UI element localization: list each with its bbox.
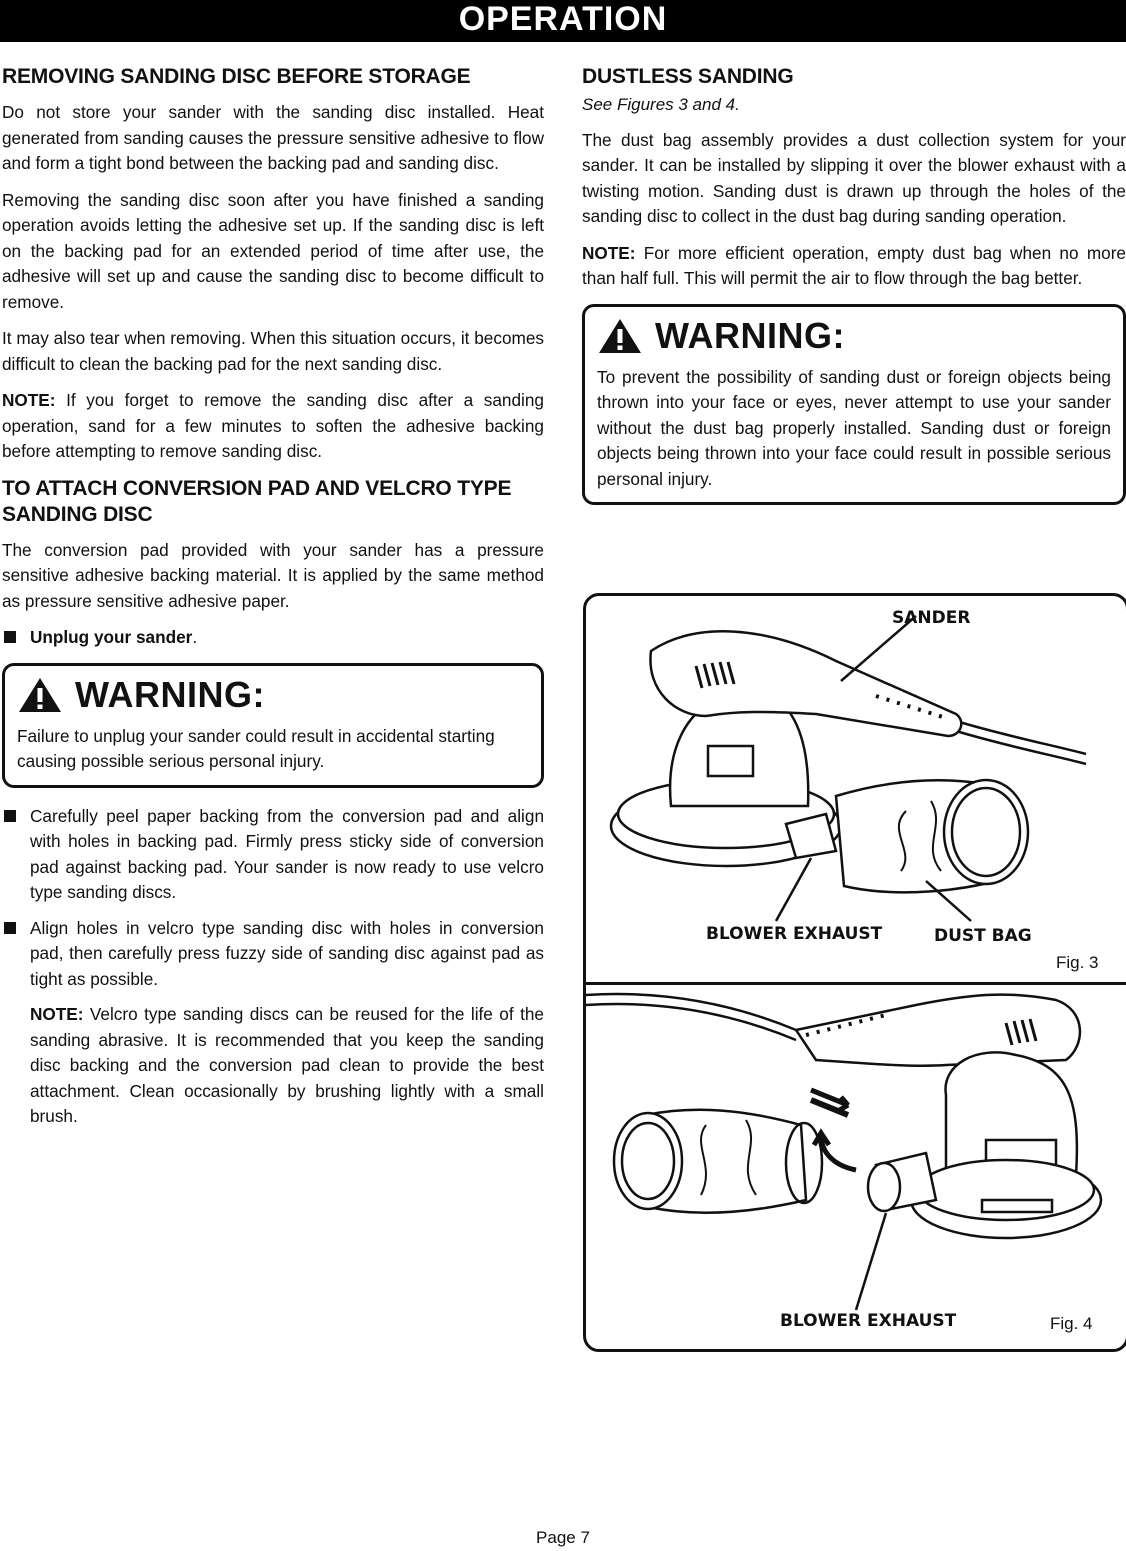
bullet-align-holes — [2, 916, 544, 993]
paragraph: Removing the sanding disc soon after you have finished a sanding operation avoids letting the adhesive set up. If the sanding disc is left on the backing pad for an extended period of time after use, the adhesive will set up and cause the sanding disc to become difficult to remove. — [2, 189, 544, 312]
paragraph: Do not store your sander with the sanding disc installed. Heat generated from sanding causes the pressure sensitive adhesive to flow and form a tight bond between the backing pad and sanding disc. — [2, 102, 544, 173]
bullet-text: Carefully peel paper backing from the conversion pad and align with holes in backing pad. Firmly press sticky side of conversion pad against backing pad. Your sander is now ready to use velcro type sanding discs. — [30, 805, 544, 902]
label-sander: SANDER — [892, 608, 971, 628]
bullet-peel-backing — [2, 804, 544, 906]
bullet-square-icon — [4, 631, 16, 643]
note-paragraph — [30, 1002, 544, 1130]
note-label: NOTE: — [30, 1004, 84, 1024]
note-paragraph — [582, 241, 1126, 292]
figure-box — [583, 593, 1126, 1352]
sander-blower-exhaust-illustration — [586, 985, 1126, 1349]
warning-text: Failure to unplug your sander could result in accidental starting causing possible serious personal injury. — [17, 725, 495, 771]
bullet-text: Align holes in velcro type sanding disc with holes in conversion pad, then carefully press fuzzy side of sanding disc against pad as tight as possible. — [30, 917, 544, 989]
page-number: Page 7 — [536, 1528, 590, 1547]
bullet-unplug — [2, 625, 544, 651]
paragraph: It may also tear when removing. When this situation occurs, it becomes difficult to clean the backing pad for the next sanding disc. — [2, 328, 544, 374]
bullet-square-icon — [4, 810, 16, 822]
label-blower-exhaust: BLOWER EXHAUST — [706, 924, 883, 944]
note-text: For more efficient operation, empty dust bag when no more than half full. This will permit the air to flow through the bag better. — [582, 242, 1126, 288]
heading-dustless-sanding: DUSTLESS SANDING — [582, 65, 794, 88]
figure-reference: See Figures 3 and 4. — [582, 95, 740, 114]
note-paragraph — [2, 388, 544, 465]
note-text: Velcro type sanding discs can be reused for the life of the sanding abrasive. It is recommended that you keep the sanding disc backing and the conversion pad clean to provide the best attachment. Clean occasionally by brushing lightly with a small brush. — [30, 1004, 544, 1126]
bullet-square-icon — [4, 922, 16, 934]
left-column — [2, 64, 544, 1141]
paragraph: The conversion pad provided with your sander has a pressure sensitive adhesive backing material. It is applied by the same method as pressure sensitive adhesive paper. — [2, 539, 544, 611]
figure-caption: Fig. 3 — [1056, 953, 1099, 972]
section-banner: OPERATION — [0, 0, 1126, 42]
warning-box-dust-bag — [582, 304, 1126, 506]
warning-title: WARNING: — [75, 673, 265, 715]
warning-triangle-icon — [597, 317, 643, 355]
figure-caption: Fig. 4 — [1050, 1314, 1093, 1333]
warning-box-unplug — [2, 663, 544, 788]
heading-removing-sanding-disc: REMOVING SANDING DISC BEFORE STORAGE — [2, 65, 471, 88]
label-dust-bag: DUST BAG — [934, 926, 1032, 946]
heading-attach-conversion-pad: TO ATTACH CONVERSION PAD AND VELCRO TYPE SANDING DISC — [2, 476, 512, 526]
note-label: NOTE: — [2, 390, 56, 410]
bullet-end: . — [192, 627, 198, 647]
label-blower-exhaust: BLOWER EXHAUST — [780, 1311, 957, 1331]
warning-text: To prevent the possibility of sanding dust or foreign objects being thrown into your face or eyes, never attempt to use your sander without the dust bag properly installed. Sanding dust or foreign objects being thrown into your face could result in possible serious personal injury. — [597, 366, 1111, 489]
paragraph: The dust bag assembly provides a dust collection system for your sander. It can be installed by slipping it over the blower exhaust with a twisting motion. Sanding dust is drawn up through the holes of the sanding disc to collect in the dust bag during sanding operation. — [582, 129, 1126, 226]
warning-title: WARNING: — [655, 314, 845, 356]
note-label: NOTE: — [582, 242, 636, 263]
note-text: If you forget to remove the sanding disc after a sanding operation, sand for a few minutes to soften the adhesive backing before attempting to remove sanding disc. — [2, 390, 544, 461]
right-column — [582, 64, 1126, 521]
bullet-bold-text: Unplug your sander — [30, 627, 193, 647]
warning-triangle-icon — [17, 676, 63, 714]
